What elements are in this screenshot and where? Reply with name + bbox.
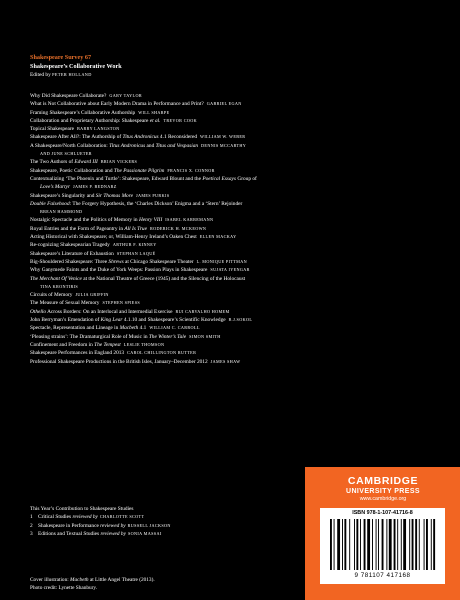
- contents-entry: [30, 150, 435, 158]
- studies-item-title: Critical Studies: [38, 514, 73, 521]
- contents-entry: [30, 324, 435, 332]
- studies-item-title: Shakespeare in Performance: [38, 522, 101, 529]
- barcode-bar: [334, 519, 335, 570]
- barcode-bar: [424, 519, 425, 570]
- entry-author: LESLIE THOMSON: [123, 341, 165, 347]
- entry-author: JAMES PURKIS: [135, 192, 170, 198]
- barcode-icon: [330, 519, 438, 570]
- entry-title-segment: Spectacle, Representation and Lineage in: [30, 325, 120, 332]
- cover-credits: [30, 576, 155, 592]
- contents-entry: [30, 92, 435, 100]
- entry-author: WILLIAM W. WEBER: [200, 134, 246, 140]
- entry-author: ARTHUR F. KINNEY: [112, 242, 157, 248]
- entry-title-segment: Titus and Vespasian: [155, 142, 199, 149]
- contents-entry: [30, 125, 435, 133]
- barcode-bar: [426, 519, 428, 570]
- contents-entry: [30, 299, 435, 307]
- contents-entry: [30, 358, 435, 366]
- entry-title-segment: Titus Andronicus: [109, 142, 146, 149]
- barcode-bar: [433, 519, 435, 570]
- entry-title-segment: 4.1.10 and Shakespeare’s Scientific Knowledge: [122, 317, 226, 324]
- barcode-bar: [412, 519, 414, 570]
- entry-title-segment: The Merchant Of Venice: [30, 275, 82, 282]
- contents-entry: [30, 158, 435, 166]
- entry-title-segment: Across Borders: On an Interlocal and Intermedial Exercise: [46, 308, 173, 315]
- contents-entry: [30, 109, 435, 117]
- editor-name: PETER HOLLAND: [52, 71, 92, 77]
- studies-item-reviewed: reviewed by: [100, 522, 126, 529]
- barcode-bar: [389, 519, 392, 570]
- contents-entry: [30, 258, 435, 266]
- entry-author: BARRY LANGSTON: [77, 126, 120, 132]
- entry-title-segment: at Chicago Shakespeare Theater: [123, 258, 194, 265]
- barcode-bar: [349, 519, 350, 570]
- entry-title-segment: Big-Shouldered Shakespeare: Three: [30, 258, 109, 265]
- entry-title-segment: Topical Shakespeare: [30, 126, 74, 133]
- entry-title-segment: Acting Historical with Shakespeare; or, William-Henry Ireland’s Oaken Chest: [30, 234, 197, 241]
- barcode-bar: [367, 519, 370, 570]
- entry-title-segment: Henry VIII: [138, 217, 163, 224]
- entry-title-segment: Shakespeare Performances in England 2013: [30, 350, 125, 357]
- entry-author: TREVOR COOK: [163, 117, 197, 123]
- entry-title-segment: Shakespeare After All?: The Authorship of: [30, 134, 123, 141]
- entry-title-segment: The Winter’s Tale: [148, 333, 187, 340]
- contents-entry: [30, 100, 435, 108]
- cover-illustration-line: [30, 576, 155, 584]
- entry-title-segment: Collaboration and Proprietary Authorship: Shakespeare: [30, 117, 150, 124]
- contents-entry: [30, 175, 435, 183]
- contents-entry: [30, 192, 435, 200]
- series-title: Shakespeare Survey 67: [30, 54, 92, 61]
- contents-entry: [30, 275, 435, 283]
- entry-title-segment: Macbeth: [119, 325, 139, 332]
- barcode-bar: [431, 519, 432, 570]
- entry-title-segment: Nostalgic Spectacle and the Politics of Memory in: [30, 217, 139, 224]
- photo-credit: Photo credit: Lynette Shanbury.: [30, 585, 98, 591]
- entry-title-segment: Titus Andronicus: [122, 134, 159, 141]
- entry-title-segment: Circuits of Memory: [30, 292, 73, 299]
- contents-entry: [30, 250, 435, 258]
- barcode-bar: [356, 519, 358, 570]
- publisher-name: CAMBRIDGE: [347, 475, 419, 487]
- contents-entry: [30, 183, 435, 191]
- entry-title-segment: Shrews: [108, 258, 124, 265]
- barcode-panel: [320, 508, 445, 584]
- studies-item-author: SONIA MASSAI: [127, 530, 162, 536]
- contents-list: [30, 92, 435, 366]
- entry-author: TINA KRONTIRIS: [40, 283, 79, 289]
- barcode-bar: [364, 519, 366, 570]
- studies-item: [30, 522, 171, 530]
- studies-item-reviewed: reviewed by: [100, 530, 126, 537]
- contents-entry: [30, 216, 435, 224]
- contents-entry: [30, 167, 435, 175]
- barcode-bar: [354, 519, 355, 570]
- entry-title-segment: at the National Theatre of Greece (1945) and the Silencing of the Holocaust: [81, 275, 246, 282]
- entry-author: GARY TAYLOR: [109, 93, 142, 98]
- studies-item-title: Editions and Textual Studies: [38, 530, 101, 537]
- entry-title-segment: Poetical Essays: [202, 175, 237, 182]
- entry-title-segment: The Tempest: [94, 341, 121, 348]
- barcode-bar: [419, 519, 420, 570]
- contents-entry: [30, 308, 435, 316]
- entry-title-segment: Why Did Shakespeare Collaborate?: [30, 93, 107, 99]
- entry-title-segment: Royal Entries and the Form of Pageantry in: [30, 225, 125, 232]
- contents-entry: [30, 117, 435, 125]
- entry-author: GABRIEL EGAN: [206, 101, 242, 107]
- barcode-bar: [378, 519, 379, 570]
- volume-title: Shakespeare’s Collaborative Work: [30, 63, 122, 70]
- entry-author: ISABEL KARREMANN: [165, 217, 214, 223]
- entry-author: JAMES P. BEDNARZ: [73, 184, 117, 190]
- entry-title-segment: Shakespeare, Poetic Collaboration and: [30, 167, 114, 174]
- contents-entry: [30, 133, 435, 141]
- entry-author: SIMON SMITH: [189, 333, 221, 339]
- entry-author: WILLIAM C. CARROLL: [149, 325, 200, 331]
- contents-entry: [30, 142, 435, 150]
- entry-author: AND JUNE SCHLUETER: [40, 151, 92, 157]
- entry-title-segment: 4.1 Reconsidered: [158, 134, 198, 141]
- contents-entry: [30, 200, 435, 208]
- entry-title-segment: ‘Pleasing strains’: The Dramaturgical Role of Music in: [30, 333, 149, 340]
- cover-illustration-label: Cover illustration:: [30, 577, 71, 583]
- entry-title-segment: All Is True: [124, 225, 147, 232]
- barcode-bar: [376, 519, 377, 570]
- entry-author: JAMES SHAW: [210, 358, 241, 364]
- barcode-bar: [397, 519, 398, 570]
- studies-item-author: CHARLOTTE SCOTT: [99, 514, 145, 520]
- entry-title-segment: Why Ganymede Faints and the Duke of York Weeps: Passion Plays in Shakespeare: [30, 267, 208, 274]
- editor-line: [30, 72, 92, 78]
- entry-title-segment: The Passionate Pilgrim: [113, 167, 165, 174]
- isbn-text: ISBN 978-1-107-41716-8: [352, 510, 413, 516]
- entry-title-segment: Re-cognizing Shakespearian Tragedy: [30, 242, 110, 249]
- entry-author: STEPHAN LAQUÉ: [116, 250, 156, 256]
- entry-title-segment: et al.: [149, 117, 161, 124]
- barcode-bar: [360, 519, 361, 570]
- barcode-bar: [337, 519, 340, 570]
- entry-title-segment: Sir Thomas More: [95, 192, 133, 199]
- studies-item-number: 1: [30, 514, 33, 521]
- entry-title-segment: The Two Authors of: [30, 159, 75, 166]
- contents-entry: [30, 349, 435, 357]
- contents-entry: [30, 333, 435, 341]
- edited-by-label: Edited by: [30, 71, 51, 78]
- entry-title-segment: Love’s Martyr: [40, 184, 71, 191]
- studies-item: [30, 530, 171, 538]
- entry-title-segment: and: [145, 142, 156, 149]
- entry-title-segment: Shakespeare’s Singularity and: [30, 192, 96, 199]
- barcode-bar: [372, 519, 373, 570]
- barcode-bar: [386, 519, 387, 570]
- entry-author: RUI CARVALHO HOMEM: [175, 308, 230, 314]
- entry-author: SUJATA IYENGAR: [210, 267, 250, 273]
- studies-heading: This Year’s Contribution to Shakespeare Studies: [30, 506, 134, 512]
- entry-title-segment: John Berryman’s Emendation of: [30, 317, 101, 324]
- barcode-bar: [403, 519, 406, 570]
- cover-illustration-title: Macbeth: [70, 577, 89, 583]
- entry-author: BRIAN VICKERS: [100, 159, 138, 165]
- studies-item-number: 2: [30, 522, 33, 529]
- studies-item-author: RUSSELL JACKSON: [127, 522, 171, 528]
- contents-entry: [30, 241, 435, 249]
- publisher-subname: UNIVERSITY PRESS: [346, 488, 420, 495]
- contents-entry: [30, 208, 435, 216]
- barcode-bar: [394, 519, 396, 570]
- entry-title-segment: Edward III: [74, 159, 98, 166]
- entry-title-segment: : The Forgery Hypothesis, the ‘Charles Dickson’ Enigma and a ‘Stern’ Rejoinder: [69, 200, 243, 207]
- entry-author: CAROL CHILLINGTON RUTTER: [127, 350, 197, 356]
- barcode-bar: [415, 519, 417, 570]
- entry-title-segment: Othello: [30, 308, 47, 315]
- cover-illustration-rest: at Little Angel Theatre (2013).: [88, 577, 155, 583]
- publisher-url: www.cambridge.org: [359, 496, 407, 502]
- barcode-bar: [382, 519, 384, 570]
- studies-item: [30, 513, 171, 521]
- entry-author: L. MONIQUE PITTMAN: [196, 258, 247, 264]
- studies-item-reviewed: reviewed by: [72, 514, 98, 521]
- contents-entry: [30, 283, 435, 291]
- publisher-logo: [318, 475, 448, 502]
- contents-entry: [30, 266, 435, 274]
- entry-author: BREAN HAMMOND: [40, 209, 83, 215]
- barcode-bar: [409, 519, 410, 570]
- entry-title-segment: Confinement and Freedom in: [30, 341, 95, 348]
- entry-author: JULIA GRIFFIN: [75, 292, 109, 298]
- barcode-bar: [330, 519, 332, 570]
- entry-title-segment: Shakespeare’s Literature of Exhaustion: [30, 250, 114, 257]
- barcode-number: 9 781107 417168: [354, 572, 411, 579]
- entry-author: DENNIS MCCARTHY: [201, 142, 247, 148]
- barcode-bar: [344, 519, 346, 570]
- entry-title-segment: Contextualizing ‘The Phoenix and Turtle’: Shakespeare, Edward Blount and the: [30, 175, 203, 182]
- studies-section: [30, 505, 171, 538]
- studies-item-number: 3: [30, 530, 33, 537]
- entry-author: STEPHEN SPIESS: [102, 300, 141, 306]
- entry-author: B.J.SOKOL: [228, 317, 253, 323]
- contents-entry: [30, 225, 435, 233]
- entry-title-segment: The Measure of Sexual Memory: [30, 300, 100, 307]
- entry-title-segment: Double Falsehood: [30, 200, 70, 207]
- entry-title-segment: Framing Shakespeare’s Collaborative Authorship: [30, 109, 136, 116]
- entry-title-segment: What is Not Collaborative about Early Modern Drama in Performance and Print?: [30, 101, 204, 108]
- entry-title-segment: 4.1: [138, 325, 147, 332]
- contents-entry: [30, 233, 435, 241]
- entry-title-segment: A Shakespeare/North Collaboration:: [30, 142, 110, 149]
- entry-title-segment: Group of: [236, 175, 257, 182]
- entry-title-segment: Professional Shakespeare Productions in the British Isles, January–December 2012: [30, 358, 208, 365]
- contents-entry: [30, 316, 435, 324]
- entry-author: ELLEN MACKAY: [199, 234, 237, 240]
- entry-author: FRANCIS X. CONNOR: [167, 167, 215, 173]
- entry-author: RODERICK H. MCKEOWN: [149, 225, 207, 231]
- contents-entry: [30, 341, 435, 349]
- barcode-bar: [342, 519, 343, 570]
- entry-author: WILL SHARPE: [138, 109, 170, 115]
- entry-title-segment: King Lear: [100, 317, 123, 324]
- barcode-bar: [401, 519, 402, 570]
- contents-entry: [30, 291, 435, 299]
